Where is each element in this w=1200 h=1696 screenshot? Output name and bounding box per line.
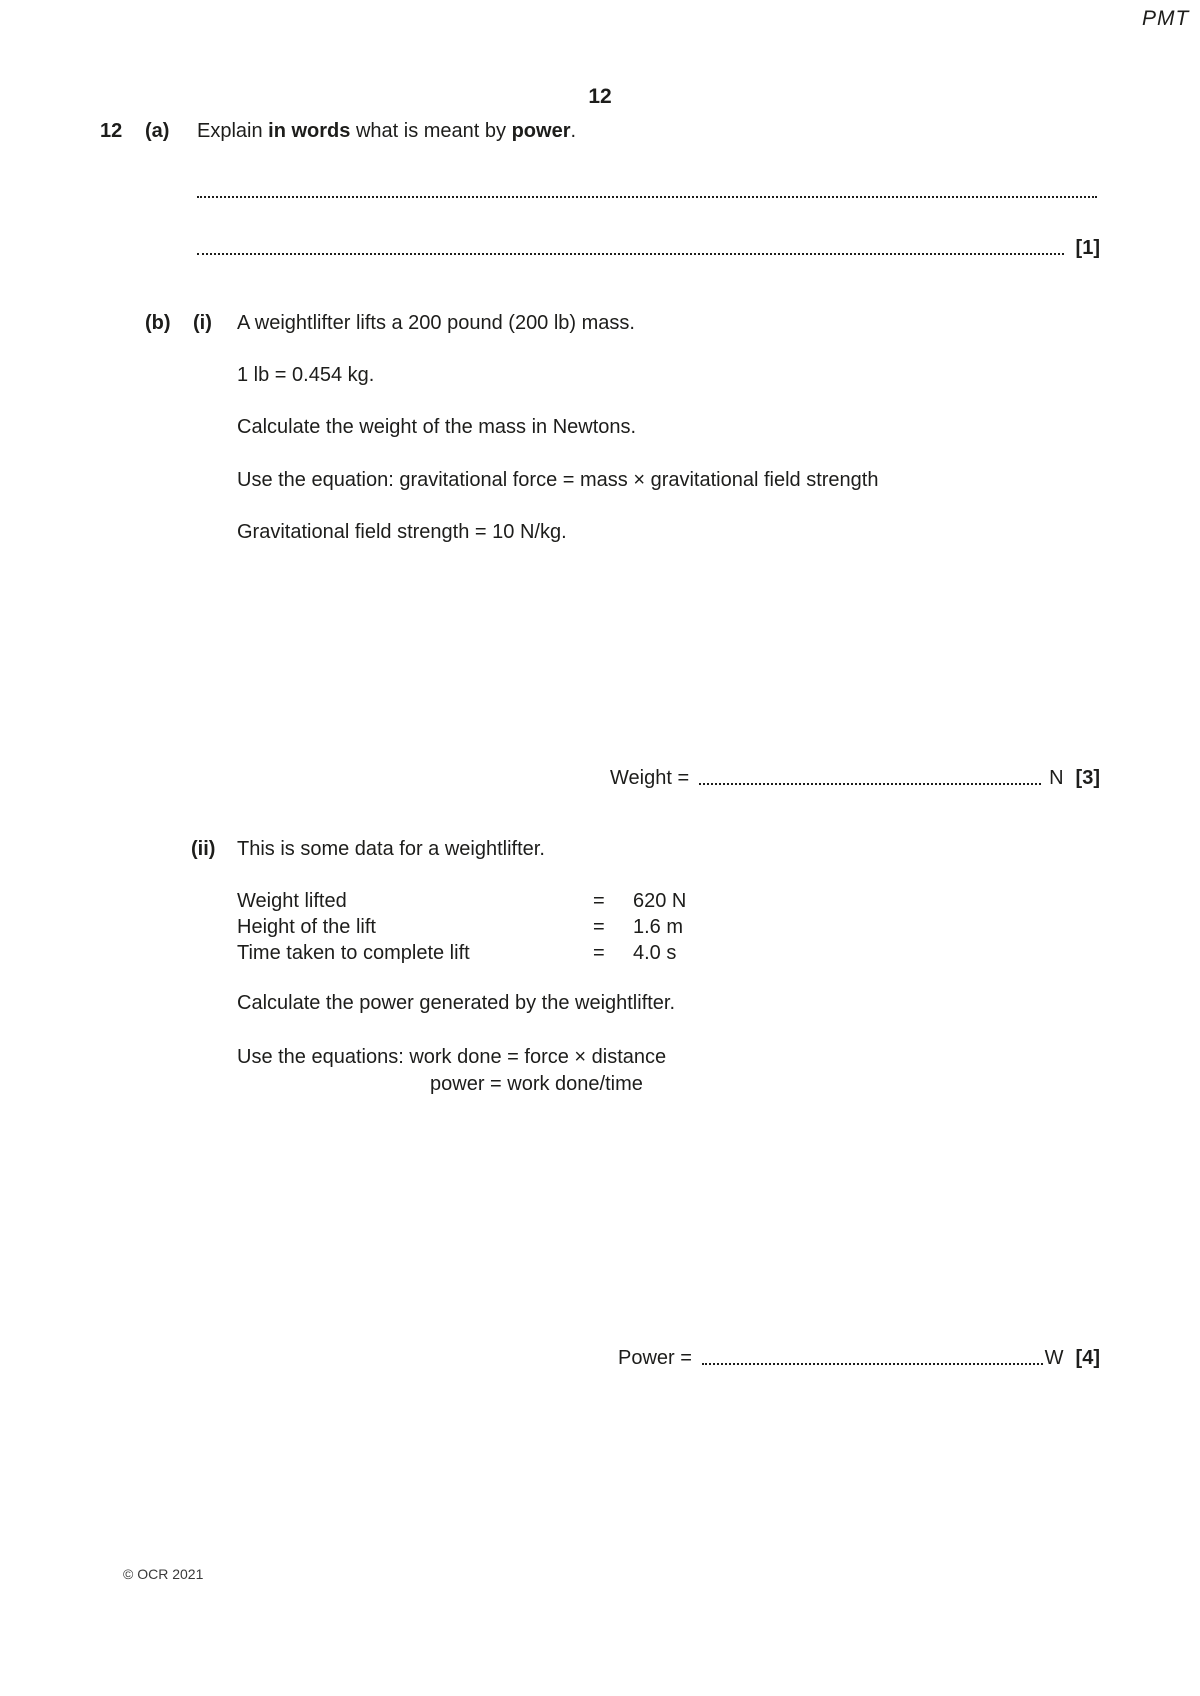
watermark-pmt: PMT: [1142, 7, 1190, 30]
answer-dotted-fill: [702, 1363, 1043, 1365]
b-i-line-4: Use the equation: gravitational force = mass × gravitational field strength: [237, 469, 879, 491]
power-answer-line: [618, 1345, 1100, 1371]
prompt-text: Explain: [197, 120, 269, 142]
b-i-line-3: Calculate the weight of the mass in Newtons.: [237, 416, 637, 438]
prompt-bold-in-words: in words: [268, 120, 351, 142]
answer-dotted-fill: [197, 253, 1064, 255]
b-ii-equation-2: power = work done/time: [430, 1073, 643, 1095]
b-ii-task: Calculate the power generated by the weightlifter.: [237, 992, 676, 1014]
part-b-ii-label: (ii): [191, 838, 216, 860]
part-a-label: (a): [145, 120, 170, 142]
part-a-prompt: [197, 118, 576, 144]
weight-answer-label: Weight =: [610, 767, 690, 789]
data-row-value: 4.0 s: [633, 942, 677, 964]
weight-unit: N: [1049, 767, 1064, 789]
marks-a: [1]: [1075, 237, 1100, 259]
data-row-value: 1.6 m: [633, 916, 684, 938]
equals-sign: =: [593, 916, 605, 938]
prompt-bold-power: power: [511, 120, 571, 142]
data-row-label: Height of the lift: [237, 916, 376, 938]
data-row-label: Time taken to complete lift: [237, 942, 470, 964]
equals-sign: =: [593, 890, 605, 912]
b-i-line-5: Gravitational field strength = 10 N/kg.: [237, 521, 567, 543]
marks-b-i: [3]: [1075, 767, 1100, 789]
power-answer-label: Power =: [618, 1347, 692, 1369]
b-i-line-1: A weightlifter lifts a 200 pound (200 lb) mass.: [237, 312, 635, 334]
answer-dotted-line: [197, 178, 1097, 198]
copyright-notice: © OCR 2021: [123, 1566, 204, 1582]
b-ii-intro: This is some data for a weightlifter.: [237, 838, 545, 860]
data-row-label: Weight lifted: [237, 890, 347, 912]
prompt-text: what is meant by: [350, 120, 512, 142]
b-i-line-2: 1 lb = 0.454 kg.: [237, 364, 375, 386]
power-unit: W: [1044, 1347, 1064, 1369]
data-row-value: 620 N: [633, 890, 687, 912]
answer-dotted-fill: [699, 783, 1041, 785]
prompt-text: .: [570, 120, 577, 142]
weight-answer-line: [610, 765, 1100, 791]
page-number: 12: [588, 85, 612, 108]
weightlifter-data-table: [237, 888, 837, 966]
question-number: 12: [100, 120, 123, 142]
part-b-label: (b): [145, 312, 171, 334]
answer-dotted-line-with-marks: [197, 235, 1100, 261]
marks-b-ii: [4]: [1075, 1347, 1100, 1369]
b-ii-equation-1: Use the equations: work done = force × distance: [237, 1046, 667, 1068]
equals-sign: =: [593, 942, 605, 964]
part-b-i-label: (i): [193, 312, 212, 334]
